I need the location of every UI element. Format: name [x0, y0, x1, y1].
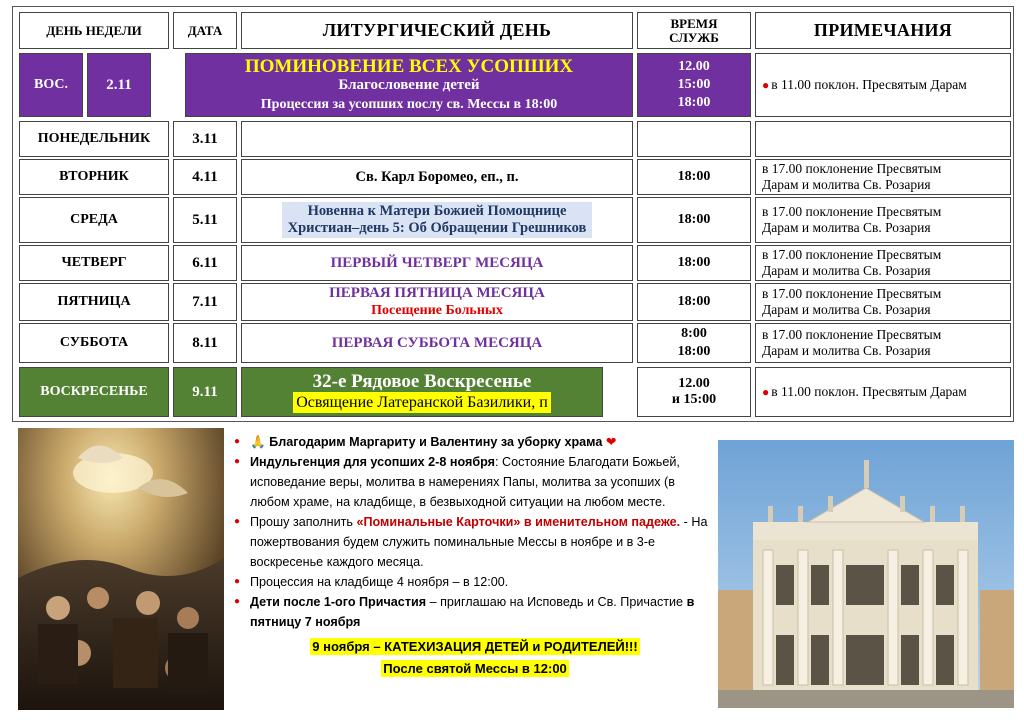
schedule-table: [12, 6, 1014, 422]
announcement-thanks: [250, 432, 718, 452]
row-time: [637, 283, 751, 321]
note-line1: в 17.00 поклонение Пресвятым: [762, 161, 942, 176]
row-liturgical: [185, 53, 633, 117]
row-note: [755, 159, 1011, 195]
row-day: [19, 159, 169, 195]
header-date: [173, 12, 237, 49]
catechesis-block: [232, 636, 718, 680]
date-text: 7.11: [192, 293, 218, 310]
day-text: СУББОТА: [59, 335, 129, 350]
row-note: [755, 121, 1011, 157]
row-time: [637, 367, 751, 417]
date-text: 8.11: [192, 334, 218, 351]
date-text: 6.11: [192, 254, 218, 271]
row-day: [19, 367, 169, 417]
row-date: [173, 121, 237, 157]
date-text: 2.11: [106, 76, 132, 93]
time-2: 18:00: [677, 344, 711, 359]
announcement-procession: [250, 572, 718, 592]
header-time-line1: ВРЕМЯ: [670, 15, 718, 31]
row-liturgical: [241, 367, 603, 417]
row-note: [755, 53, 1011, 117]
liturgical-title: 32-е Рядовое Воскресенье: [312, 371, 532, 392]
liturgical-title: ПОМИНОВЕНИЕ ВСЕХ УСОПШИХ: [244, 55, 574, 77]
liturgical-title: ПЕРВЫЙ ЧЕТВЕРГ МЕСЯЦА: [330, 254, 544, 271]
row-time: [637, 245, 751, 281]
note-line1: в 17.00 поклонение Пресвятым: [762, 286, 942, 301]
liturgical-line2: Освящение Латеранской Базилики, п: [293, 392, 551, 413]
catechesis-line2: После святой Мессы в 12:00: [383, 661, 567, 676]
liturgical-line3: Процессия за усопших послу св. Мессы в 18:00: [260, 96, 558, 112]
row-liturgical: [241, 323, 633, 363]
header-notes: [755, 12, 1011, 49]
row-date: [173, 197, 237, 243]
time-1: 18:00: [677, 212, 711, 227]
row-note: [755, 323, 1011, 363]
liturgical-line2: Благословение детей: [338, 76, 480, 93]
row-time: [637, 197, 751, 243]
row-time: [637, 121, 751, 157]
day-text: ВОСКРЕСЕНЬЕ: [40, 384, 148, 399]
row-date: [87, 53, 151, 117]
time-1: 18:00: [677, 294, 711, 309]
note-line2: Дарам и молитва Св. Розария: [762, 343, 931, 358]
note-line2: Дарам и молитва Св. Розария: [762, 263, 931, 278]
row-date: [173, 323, 237, 363]
announcement-cards: [250, 512, 718, 572]
children-title: Дети после 1-ого Причастия: [250, 595, 427, 609]
row-note: [755, 367, 1011, 417]
row-date: [173, 159, 237, 195]
liturgical-line2: Посещение Больных: [371, 303, 503, 318]
row-liturgical: [241, 159, 633, 195]
time-1: 18:00: [677, 169, 711, 184]
time-3: 18:00: [677, 95, 711, 110]
note-line1: в 17.00 поклонение Пресвятым: [762, 327, 942, 342]
liturgical-title: ПЕРВАЯ ПЯТНИЦА МЕСЯЦА: [329, 285, 545, 301]
row-note: [755, 245, 1011, 281]
row-date: [173, 367, 237, 417]
basilica-svg: [718, 440, 1014, 708]
cards-highlight: «Поминальные Карточки» в именительном падеже.: [356, 515, 681, 529]
row-liturgical: [241, 121, 633, 157]
header-weekday-text: ДЕНЬ НЕДЕЛИ: [46, 22, 142, 38]
children-text: – приглашаю на Исповедь и Св. Причастие: [426, 595, 687, 609]
all-souls-painting-image: [18, 428, 224, 710]
procession-text: Процессия на кладбище 4 ноября – в 12:00.: [250, 575, 509, 589]
indulgence-title: Индульгенция для усопших 2-8 ноября: [250, 455, 495, 469]
row-day: [19, 283, 169, 321]
row-time: [637, 53, 751, 117]
time-1: 12.00: [678, 376, 710, 391]
date-text: 4.11: [192, 168, 218, 185]
day-text: ВОС.: [33, 77, 68, 92]
announcement-indulgence: [250, 452, 718, 512]
row-liturgical: [241, 283, 633, 321]
date-text: 5.11: [192, 211, 218, 228]
thanks-text: 🙏 Благодарим Маргариту и Валентину за уборку храма: [250, 435, 603, 449]
day-text: ЧЕТВЕРГ: [61, 255, 127, 270]
time-1: 8:00: [681, 326, 707, 341]
cards-text: - На пожертвования будем служить поминальные Мессы в ноябре и в 3-е воскресенье каждого месяца.: [250, 515, 708, 569]
cards-pre: Прошу заполнить: [250, 515, 357, 529]
bullet-dot-icon: ●: [762, 385, 770, 399]
announcements-section: [0, 428, 1024, 728]
row-liturgical: [241, 245, 633, 281]
painting-svg: [18, 428, 224, 710]
header-weekday: [19, 12, 169, 49]
day-text: СРЕДА: [70, 212, 118, 227]
time-2: 15:00: [677, 77, 711, 92]
header-notes-text: ПРИМЕЧАНИЯ: [813, 20, 953, 40]
heart-icon: ❤: [605, 435, 617, 449]
row-note: [755, 283, 1011, 321]
liturgical-line1: Новенна к Матери Божией Помощнице: [307, 203, 567, 219]
lateran-basilica-image: [718, 440, 1014, 708]
header-date-text: ДАТА: [187, 22, 223, 38]
liturgical-title: Св. Карл Боромео, еп., п.: [355, 168, 519, 185]
note-line1: в 17.00 поклонение Пресвятым: [762, 204, 942, 219]
row-time: [637, 159, 751, 195]
bullet-dot-icon: ●: [762, 78, 770, 92]
row-date: [173, 245, 237, 281]
novena-box: [282, 202, 593, 238]
header-time-line2: СЛУЖБ: [669, 29, 719, 45]
note-line1: в 17.00 поклонение Пресвятым: [762, 247, 942, 262]
row-day: [19, 197, 169, 243]
note-line2: Дарам и молитва Св. Розария: [762, 220, 931, 235]
row-day: [19, 121, 169, 157]
day-text: ВТОРНИК: [59, 169, 129, 184]
liturgical-line2: Христиан–день 5: Об Обращении Грешников: [287, 220, 587, 236]
announcement-list: [232, 432, 718, 680]
row-date: [173, 283, 237, 321]
day-text: ПОНЕДЕЛЬНИК: [37, 131, 151, 146]
note-line2: Дарам и молитва Св. Розария: [762, 177, 931, 192]
catechesis-line1: 9 ноября – КАТЕХИЗАЦИЯ ДЕТЕЙ и РОДИТЕЛЕЙ!!!: [312, 639, 638, 654]
day-text: ПЯТНИЦА: [57, 294, 131, 309]
header-liturgical: [241, 12, 633, 49]
time-1: 12.00: [678, 59, 710, 74]
note-text: в 11.00 поклон. Пресвятым Дарам: [771, 384, 967, 399]
time-2: и 15:00: [671, 392, 717, 407]
row-day: [19, 323, 169, 363]
indulgence-text: : Состояние Благодати Божьей, исповедание веры, молитва в намерениях Папы, молитва за усопших (в любом храме, на кладбище, в безвыходной ситуации на любом месте.: [250, 455, 680, 509]
row-time: [637, 323, 751, 363]
row-day: [19, 245, 169, 281]
header-liturgical-text: ЛИТУРГИЧЕСКИЙ ДЕНЬ: [322, 20, 552, 40]
note-text: в 11.00 поклон. Пресвятым Дарам: [771, 77, 967, 92]
date-text: 3.11: [192, 130, 218, 147]
row-note: [755, 197, 1011, 243]
row-liturgical: [241, 197, 633, 243]
announcement-children: [250, 592, 718, 632]
time-1: 18:00: [677, 255, 711, 270]
children-date: в пятницу 7 ноября: [250, 595, 695, 629]
header-time: [637, 12, 751, 49]
date-text: 9.11: [192, 383, 218, 400]
liturgical-title: ПЕРВАЯ СУББОТА МЕСЯЦА: [331, 334, 543, 351]
row-day: [19, 53, 83, 117]
note-line2: Дарам и молитва Св. Розария: [762, 302, 931, 317]
